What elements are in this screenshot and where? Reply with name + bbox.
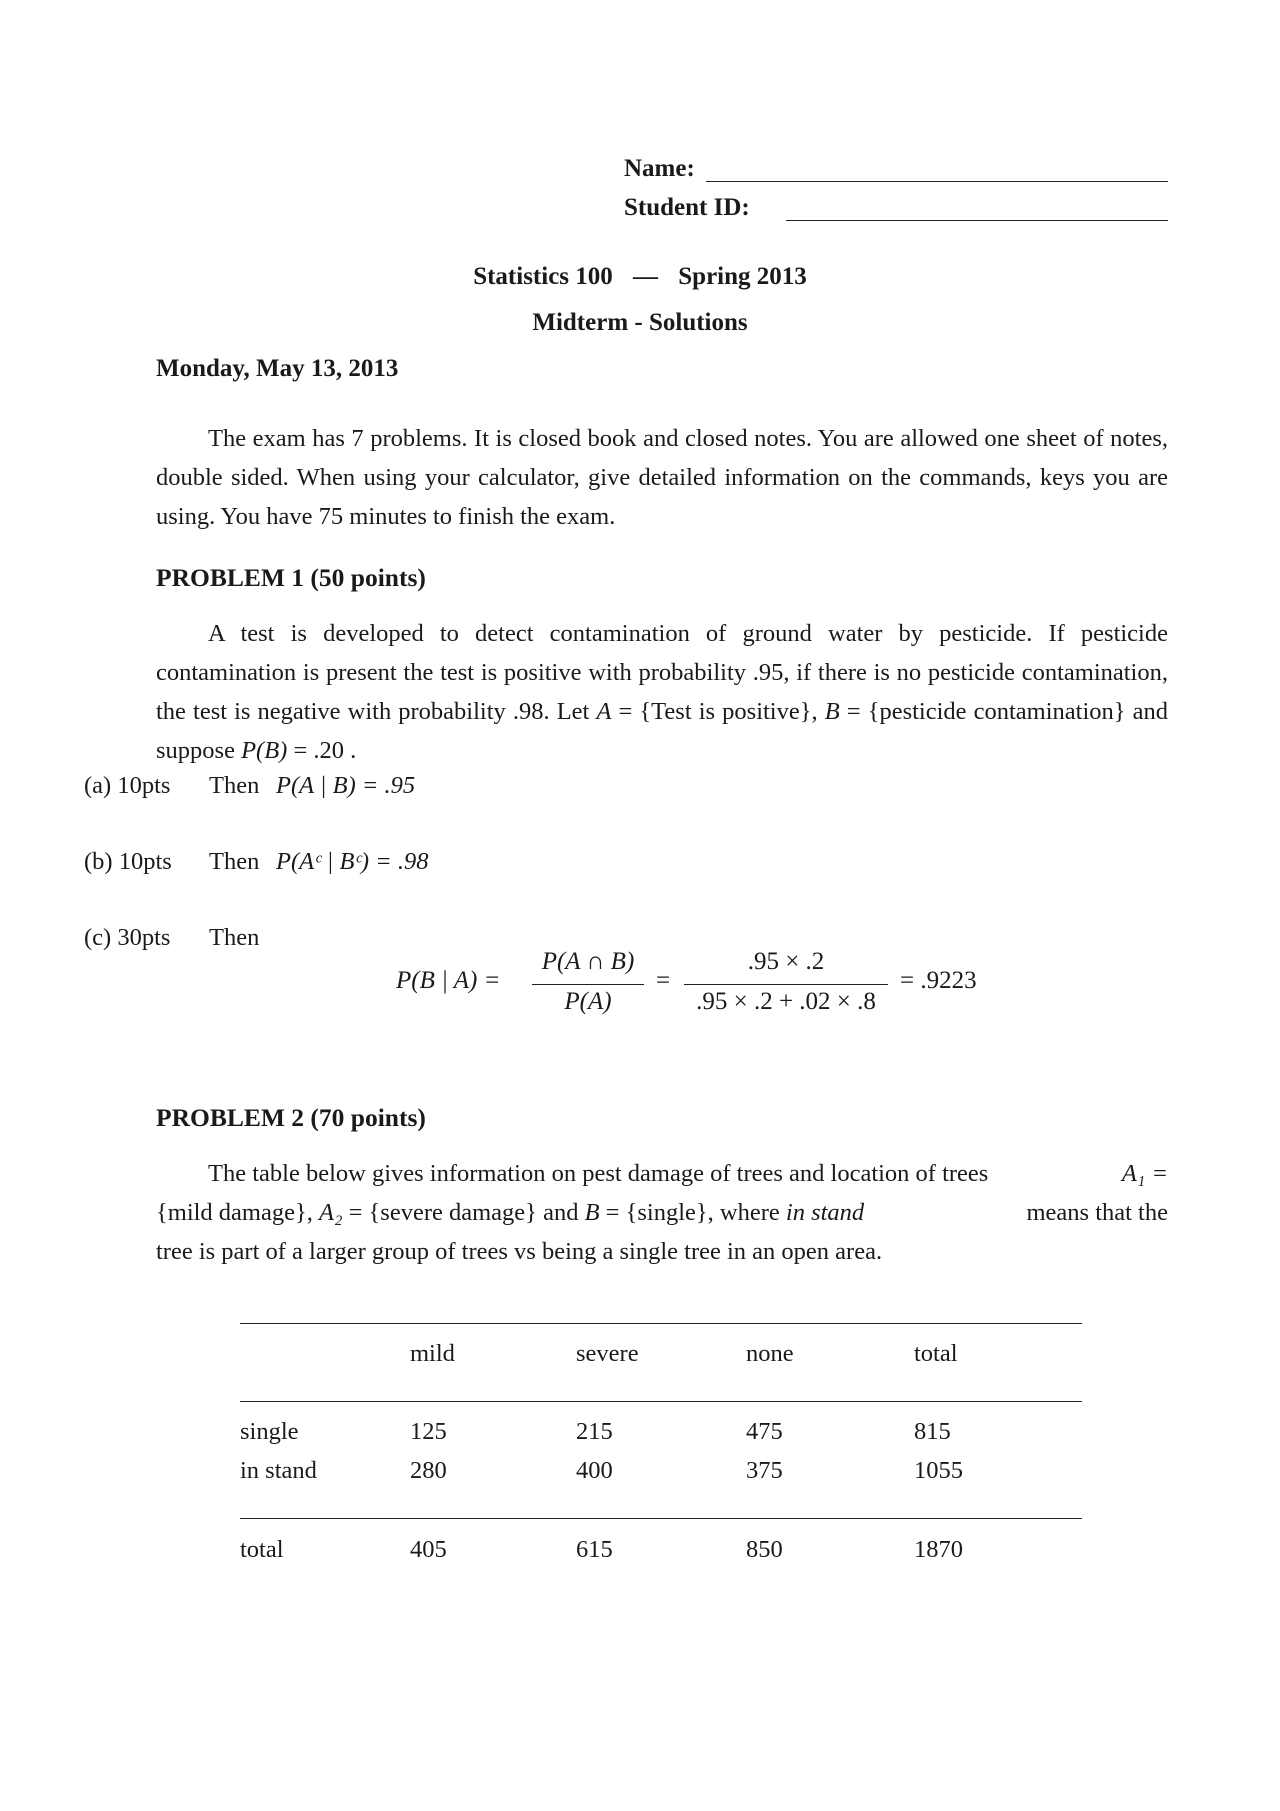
table-cell: 475 xyxy=(746,1418,783,1445)
title-dash: — xyxy=(633,263,659,290)
exam-title: Midterm - Solutions xyxy=(532,309,748,336)
part-b-answer: P(Aᶜ | Bᶜ) = .98 xyxy=(276,848,429,875)
row-label-total: total xyxy=(240,1536,284,1563)
table-cell: 615 xyxy=(576,1536,613,1563)
part-a-answer: P(A | B) = .95 xyxy=(276,772,416,799)
name-label: Name: xyxy=(624,155,695,182)
part-c-label: (c) 30pts xyxy=(84,924,171,951)
problem1-eq2: = xyxy=(839,698,861,725)
table-cell: 405 xyxy=(410,1536,447,1563)
part-a-label: (a) 10pts xyxy=(84,772,171,799)
part-b-label: (b) 10pts xyxy=(84,848,172,875)
course-term: Spring 2013 xyxy=(678,263,807,290)
table-total-rule xyxy=(240,1518,1082,1519)
table-cell: 815 xyxy=(914,1418,951,1445)
table-cell: 1055 xyxy=(914,1457,963,1484)
problem1-heading: PROBLEM 1 (50 points) xyxy=(156,563,426,592)
table-cell: 280 xyxy=(410,1457,447,1484)
table-cell: 850 xyxy=(746,1536,783,1563)
part-a-then: Then xyxy=(209,772,260,799)
frac2-denominator: .95 × .2 + .02 × .8 xyxy=(696,988,876,1015)
table-top-rule xyxy=(240,1323,1082,1324)
equals-sign: = xyxy=(656,967,671,994)
expr-PB: P(B) xyxy=(241,737,288,764)
problem2-heading: PROBLEM 2 (70 points) xyxy=(156,1103,426,1132)
frac2-numerator: .95 × .2 xyxy=(747,948,825,975)
course-name: Statistics 100 xyxy=(473,263,613,290)
var-A2: A₂ xyxy=(319,1199,343,1226)
problem1-eq1: = {Test is positive}, xyxy=(611,698,825,725)
instructions-paragraph: The exam has 7 problems. It is closed book and closed notes. You are allowed one sheet of notes, double sided. When using your calculator, give detailed information on the commands, keys you are using. You have 75 minutes to finish the exam. xyxy=(156,425,1168,530)
col-header-total: total xyxy=(914,1340,958,1367)
row-label-single: single xyxy=(240,1418,299,1445)
exam-date: Monday, May 13, 2013 xyxy=(156,355,399,382)
table-cell: 400 xyxy=(576,1457,613,1484)
problem1-text-3: = .20 . xyxy=(287,737,357,764)
col-header-severe: severe xyxy=(576,1340,639,1367)
var-B2: B xyxy=(584,1199,600,1226)
in-stand-term: in stand xyxy=(785,1199,865,1226)
severe-set: = {severe damage} and xyxy=(342,1199,585,1226)
col-header-mild: mild xyxy=(410,1340,455,1367)
var-A1: A₁ = xyxy=(1121,1160,1168,1187)
means-text: means that the xyxy=(1026,1199,1168,1226)
part-c-then: Then xyxy=(209,924,260,951)
table-cell: 125 xyxy=(410,1418,447,1445)
student-id-label: Student ID: xyxy=(624,194,750,221)
col-header-none: none xyxy=(746,1340,794,1367)
mild-set: {mild damage}, xyxy=(156,1199,319,1226)
problem2-line3: tree is part of a larger group of trees vs being a single tree in an open area. xyxy=(156,1238,883,1265)
table-header-rule xyxy=(240,1401,1082,1402)
problem1-text-1: A test is developed to detect contamination of ground water by pesticide. If pesticide contamination is present the test is positive with probability .95, if there is no pesticide contamination, the test is negative with probability .98. Let xyxy=(156,620,1168,725)
part-b-then: Then xyxy=(209,848,260,875)
frac1-numerator: P(A ∩ B) xyxy=(541,948,635,975)
table-cell: 215 xyxy=(576,1418,613,1445)
single-set: = {single}, where xyxy=(599,1199,786,1226)
problem1-text-2: {pesticide contamination} and suppose xyxy=(156,698,1168,764)
problem2-line1: The table below gives information on pest damage of trees and location of trees xyxy=(208,1160,989,1187)
bayes-lhs: P(B | A) = xyxy=(396,967,501,994)
var-B: B xyxy=(824,698,840,725)
frac1-denominator: P(A) xyxy=(564,988,612,1015)
table-cell: 375 xyxy=(746,1457,783,1484)
row-label-in-stand: in stand xyxy=(240,1457,317,1484)
table-cell: 1870 xyxy=(914,1536,963,1563)
bayes-result: = .9223 xyxy=(900,967,977,994)
var-A: A xyxy=(596,698,612,725)
